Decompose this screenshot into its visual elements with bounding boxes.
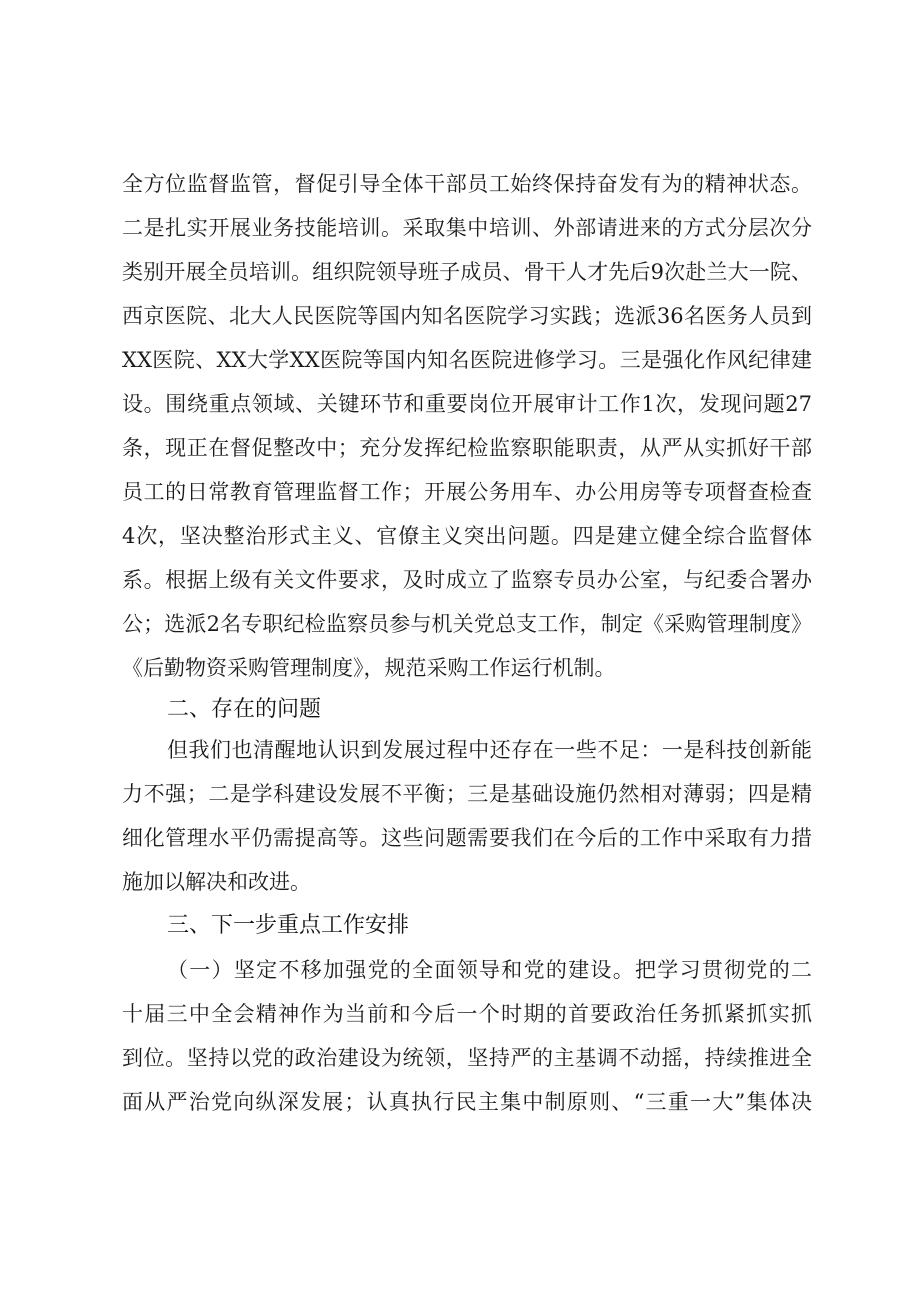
- paragraph-line: 力不强；二是学科建设发展不平衡；三是基础设施仍然相对薄弱；四是精: [122, 782, 812, 806]
- paragraph-line: （一）坚定不移加强党的全面领导和党的建设。把学习贯彻党的二: [167, 958, 812, 982]
- paragraph-line: 员工的日常教育管理监督工作；开展公务用车、办公用房等专项督查检查: [122, 480, 812, 504]
- paragraph-line: 设。围绕重点领域、关键环节和重要岗位开展审计工作1次，发现问题27: [122, 392, 812, 416]
- paragraph-line: 二是扎实开展业务技能培训。采取集中培训、外部请进来的方式分层次分: [122, 216, 812, 240]
- paragraph-line: 公；选派2名专职纪检监察员参与机关党总支工作，制定《采购管理制度》: [122, 612, 812, 636]
- paragraph-line: 十届三中全会精神作为当前和今后一个时期的首要政治任务抓紧抓实抓: [122, 1002, 812, 1026]
- paragraph-line: 细化管理水平仍需提高等。这些问题需要我们在今后的工作中采取有力措: [122, 826, 812, 850]
- paragraph-line: 类别开展全员培训。组织院领导班子成员、骨干人才先后9次赴兰大一院、: [122, 260, 812, 284]
- paragraph-line: 但我们也清醒地认识到发展过程中还存在一些不足：一是科技创新能: [167, 738, 812, 762]
- paragraph-line: 到位。坚持以党的政治建设为统领，坚持严的主基调不动摇，持续推进全: [122, 1046, 812, 1070]
- paragraph-line: 4次，坚决整治形式主义、官僚主义突出问题。四是建立健全综合监督体: [122, 524, 812, 548]
- paragraph-line: 条，现正在督促整改中；充分发挥纪检监察职能职责，从严从实抓好干部: [122, 436, 812, 460]
- paragraph-line: 西京医院、北大人民医院等国内知名医院学习实践；选派36名医务人员到: [122, 304, 812, 328]
- paragraph-line: 系。根据上级有关文件要求，及时成立了监察专员办公室，与纪委合署办: [122, 568, 812, 592]
- section-heading-problems: 二、存在的问题: [167, 697, 322, 722]
- paragraph-line: 施加以解决和改进。: [122, 870, 311, 894]
- paragraph-line: XX医院、XX大学XX医院等国内知名医院进修学习。三是强化作风纪律建: [122, 348, 812, 372]
- paragraph-line: 面从严治党向纵深发展；认真执行民主集中制原则、“三重一大”集体决: [122, 1090, 812, 1114]
- section-heading-next-steps: 三、下一步重点工作安排: [167, 913, 410, 938]
- paragraph-line: 全方位监督监管，督促引导全体干部员工始终保持奋发有为的精神状态。: [122, 172, 812, 196]
- paragraph-line: 《后勤物资采购管理制度》，规范采购工作运行机制。: [122, 656, 616, 680]
